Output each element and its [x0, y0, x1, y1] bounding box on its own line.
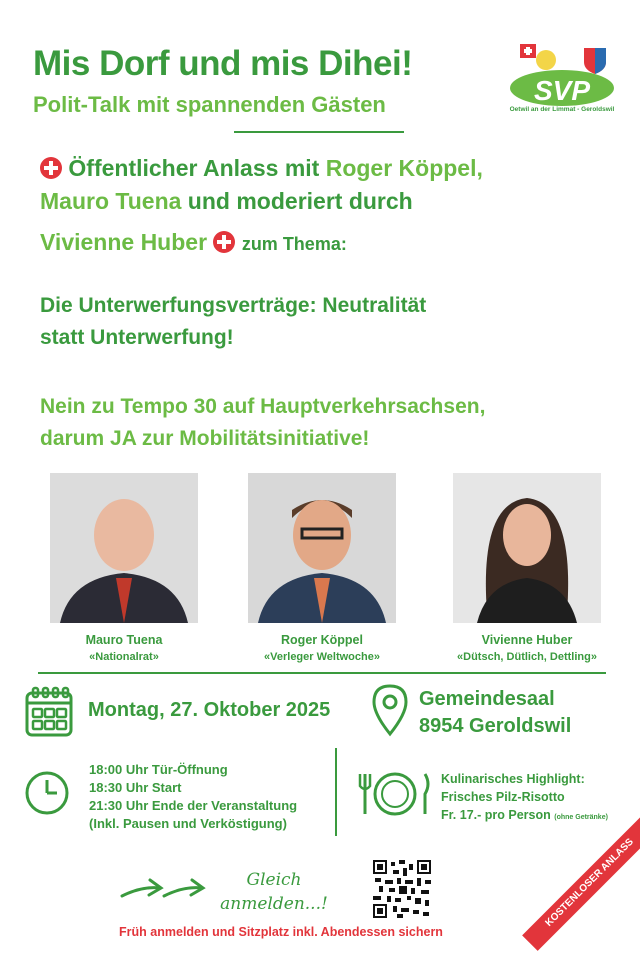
qr-code[interactable] — [371, 858, 433, 920]
speaker-caption-2 — [222, 632, 422, 666]
speaker-photo-1 — [50, 473, 198, 623]
speaker-photo-2 — [248, 473, 396, 623]
free-event-ribbon: KOSTENLOSER ANLASS — [522, 815, 640, 951]
calendar-icon — [25, 685, 73, 742]
speaker-role: «Verleger Weltwoche» — [264, 651, 380, 663]
schedule-item: 18:30 Uhr Start — [89, 780, 182, 795]
schedule-item: 21:30 Uhr Ende der Veranstaltung — [89, 798, 298, 813]
food-info: Kulinarisches Highlight: Frisches Pilz-Risotto Fr. 17.- pro Person (ohne Getränke) — [441, 772, 608, 822]
schedule-item: 18:00 Uhr Tür-Öffnung — [89, 762, 228, 777]
footer-note: Früh anmelden und Sitzplatz inkl. Abendessen sichern — [119, 925, 443, 939]
header-divider — [234, 131, 404, 133]
intro-line-2: Mauro Tuena und moderiert durch — [40, 188, 413, 214]
intro-line-3: Vivienne Huber zum Thema: — [40, 229, 347, 255]
logo-caption: Oetwil an der Limmat - Geroldswil — [509, 106, 615, 113]
topic-2: Nein zu Tempo 30 auf Hauptverkehrsachsen, darum JA zur Mobilitätsinitiative! — [40, 395, 486, 450]
event-venue: Gemeindesaal 8954 Geroldswil — [419, 688, 572, 737]
swiss-cross-icon — [40, 157, 62, 179]
swiss-cross-icon — [213, 231, 235, 253]
speaker-caption-3 — [427, 632, 627, 666]
svp-logo — [506, 38, 618, 116]
page-subtitle: Polit-Talk mit spannenden Gästen — [33, 92, 386, 117]
location-pin-icon — [370, 683, 410, 744]
logo-text: SVP — [533, 75, 591, 106]
speaker-caption-1 — [24, 632, 224, 666]
speakers-divider — [38, 672, 606, 674]
event-date: Montag, 27. Oktober 2025 — [88, 699, 331, 721]
event-schedule — [89, 761, 297, 833]
topic-1: Die Unterwerfungsverträge: Neutralität statt Unterwerfung! — [40, 294, 427, 349]
handwritten-cta: Gleich anmelden...! — [220, 870, 328, 914]
speaker-role: «Dütsch, Dütlich, Dettling» — [457, 651, 597, 663]
plate-cutlery-icon — [356, 768, 434, 825]
event-vertical-divider — [335, 748, 337, 836]
double-arrow-icon — [118, 872, 210, 911]
intro-line-1: Öffentlicher Anlass mit Roger Köppel, — [40, 152, 483, 185]
speaker-name: Mauro Tuena — [85, 633, 163, 647]
clock-icon — [24, 770, 70, 821]
speaker-photo-3 — [453, 473, 601, 623]
schedule-note: (Inkl. Pausen und Verköstigung) — [89, 816, 287, 831]
speaker-name: Roger Köppel — [281, 633, 363, 647]
speaker-name: Vivienne Huber — [481, 633, 573, 647]
page-title: Mis Dorf und mis Dihei! — [33, 44, 413, 83]
speaker-role: «Nationalrat» — [89, 651, 159, 663]
